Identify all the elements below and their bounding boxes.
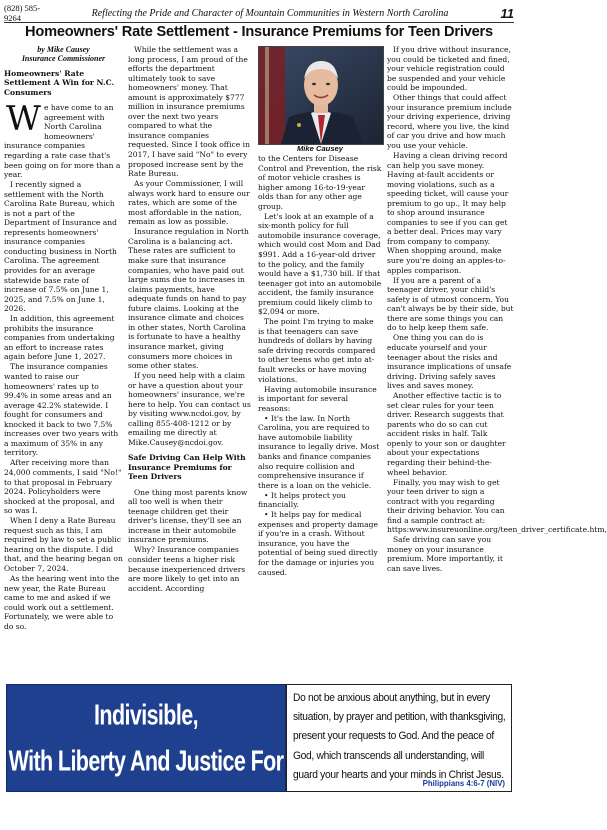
article-column-1 — [4, 45, 123, 680]
paragraph: The point I'm trying to make is that teenagers can save hundreds of dollars by having safe driving records compared to other teens who get into at-fault wrecks or have moving violations. — [258, 317, 376, 384]
page-header — [4, 4, 514, 23]
paragraph: Other things that could affect your insurance premium include your driving experience, driving record, where you live, the kind of car you drive and how much you use your vehicle. — [387, 93, 512, 150]
paragraph: One thing you can do is educate yourself and your teenager about the risks and insurance implications of unsafe driving. Driving safely saves lives and saves money. — [387, 333, 512, 391]
bullet-item: • It helps pay for medical expenses and property damage if you're in a crash. Without insurance, you have the potential of being sued directly for the damage or injuries you caused. — [258, 510, 378, 577]
paragraph: We have come to an agreement with North Carolina homeowners' insurance companies regarding a rate case that's been going on for more than a year. — [4, 99, 121, 180]
commissioner-photo — [258, 46, 384, 145]
scripture-reference: Philippians 4:6-7 (NIV) — [422, 779, 505, 788]
portrait-image — [259, 47, 383, 144]
pledge-banner — [6, 652, 286, 824]
paragraph: I recently signed a settlement with the North Carolina Rate Bureau, which is not a part of the Department of Insurance and represents homeowners' insurance companies conducting business in North Carolina. The agreement provides for an average statewide base rate of increase of 7.5% on June 1, 2025, and 7.5% on June 1, 2026. — [4, 180, 117, 314]
scripture-box — [286, 684, 512, 792]
subhead-teen-drivers: Safe Driving Can Help With Insurance Premiums for Teen Drivers — [128, 453, 246, 482]
article-column-3 — [258, 154, 382, 680]
banner-line-1: One Nation Under God, Indivisible, — [33, 652, 259, 732]
paragraph: Insurance regulation in North Carolina is a balancing act. These rates are sufficient to make sure that insurance companies, who have paid out large sums due to increases in claims payments, have adequate funds on hand to pay future claims. Looking at the insurance climate and choices in other states, North Carolina is fortunate to have a healthy insurance market, giving consumers more choices in some other states. — [128, 227, 249, 371]
paragraph: Finally, you may wish to get your teen driver to sign a contract with you regarding their driving behavior. You can find a sample contract at: https:www.insureuonline.org/teen_driver_certificate.htm, — [387, 477, 607, 535]
paragraph: Why? Insurance companies consider teens a higher risk because inexperienced drivers are more likely to get into an accident. According — [128, 545, 246, 593]
paragraph: to the Centers for Disease Control and Prevention, the risk of motor vehicle crashes is higher among 16-to-19-year olds than for any other age group. — [258, 154, 382, 211]
paragraph: If you drive without insurance, you could be ticketed and fined, your vehicle registration could be suspended and your vehicle could be impounded. — [387, 45, 511, 93]
byline — [4, 45, 123, 63]
drop-cap: W — [6, 99, 41, 140]
bullet-item: • It helps protect you financially. — [258, 490, 346, 510]
paragraph: Another effective tactic is to set clear rules for your teen driver. Research suggests that parents who do so can cut accident risks in half. Talk openly to your son or daughter about your expectations regarding their behind-the-wheel behavior. — [387, 391, 506, 477]
header-phone: (828) 585-9264 — [4, 3, 41, 23]
paragraph: If you need help with a claim or have a question about your homeowners' insurance, we're here to help. You can contact us by visiting www.ncdoi.gov, by calling 855-408-1212 or by emailing me directly at Mike.Causey@ncdoi.gov. — [128, 371, 251, 447]
paragraph: If you are a parent of a teenager driver, your child's safety is of utmost concern. You can't always be by their side, but there are some things you can do to help keep them safe. — [387, 275, 514, 333]
subhead-homeowners: Homeowners' Rate Settlement A Win for N.C. Consumers — [4, 69, 115, 97]
paragraph: Having a clean driving record can help you save money. Having at-fault accidents or moving violations, such as a speeding ticket, will cause your premium to go up., It may help to shop around insurance companies to see if you can get a better deal. Prices may vary from company to company. When shopping around, make sure you're doing an apples-to-apples comparison. — [387, 151, 509, 275]
photo-caption: Mike Causey — [296, 144, 343, 153]
scripture-text: Do not be anxious about anything, but in every situation, by prayer and petition, with thanksgiving, present your requests to God. And the peace of God, which transcends all understanding, will guard your hearts and your minds in Christ Jesus. — [293, 692, 506, 781]
paragraph: As your Commissioner, I will always work hard to ensure our rates, which are some of the most affordable in the nation, remain as low as possible. — [128, 179, 250, 227]
paragraph: Let's look at an example of a six-month policy for full automobile insurance coverage, which would cost Mom and Dad $991. Add a 16-year-old driver to the policy, and the family would have a $1,730 bill. If that teenager got into an automobile accident, the family insurance premium could likely climb to $2,094 or more. — [258, 211, 382, 317]
byline-title: Insurance Commissioner — [21, 54, 106, 63]
paragraph: Having automobile insurance is important for several reasons: — [258, 384, 377, 413]
byline-name: by Mike Causey — [37, 45, 90, 54]
banner-line-2: With Liberty And Justice For All !!! — [8, 744, 284, 824]
article-headline: Homeowners' Rate Settlement - Insurance Premiums for Teen Drivers — [25, 24, 493, 40]
paragraph: As the hearing went into the new year, the Rate Bureau came to me and asked if we could work out a settlement. Fortunately, we were able to do so. — [4, 574, 120, 631]
paragraph: One thing most parents know all too well is when their teenage children get their driver's license, they'll see an increase in their automobile insurance premiums. — [128, 487, 248, 545]
paragraph: After receiving more than 24,000 comments, I said "No!" to that proposal in February 2024. Policyholders were shocked at the proposal, and so was I. — [4, 458, 122, 516]
paragraph: When I deny a Rate Bureau request such as this, I am required by law to set a public hearing on the dispute. I did that, and the hearing began on October 7, 2024. — [4, 516, 123, 573]
banner-text — [7, 652, 285, 824]
article-column-4 — [387, 45, 607, 680]
page-number: 11 — [500, 5, 514, 21]
paragraph: While the settlement was a long process, I am proud of the efforts the department ultimately took to save homeowners' money. That amount is approximately $777 million in insurance premiums over the next two years compared to what the insurance companies requested. Since I took office in 2017, I have said "No" to every proposed increase sent by the Rate Bureau. — [128, 45, 250, 179]
article-column-2 — [128, 45, 252, 680]
header-tagline: Reflecting the Pride and Character of Mountain Communities in Western North Carolina — [91, 7, 449, 19]
bullet-item: • It's the law. In North Carolina, you are required to have automobile liability insurance to legally drive. Most banks and finance companies also require collision and comprehensive insurance if there is a loan on the vehicle. — [258, 413, 380, 490]
paragraph: In addition, this agreement prohibits the insurance companies from undertaking an effort to increase rates again before June 1, 2027. — [4, 314, 115, 362]
paragraph: Safe driving can save you money on your insurance premium. More importantly, it can save lives. — [387, 535, 503, 574]
paragraph: The insurance companies wanted to raise our homeowners' rates up to 99.4% in some areas and an average 42.2% statewide. I fought for consumers and knocked it back to two 7.5% increases over two years with a maximum of 35% in any territory. — [4, 362, 119, 458]
